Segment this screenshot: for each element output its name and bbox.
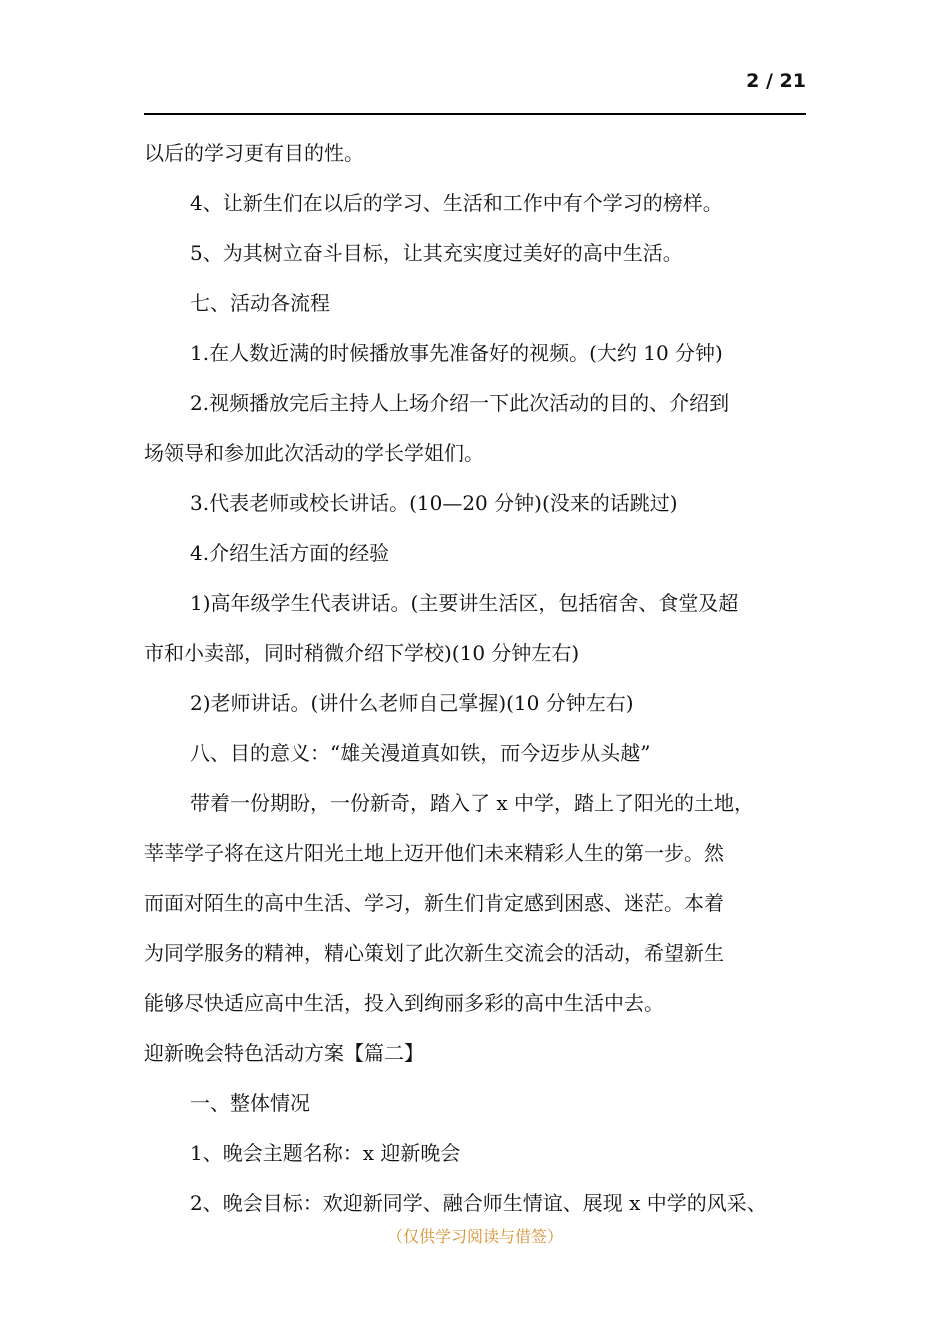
- text-line: 3.代表老师或校长讲话。(10—20 分钟)(没来的话跳过): [190, 491, 678, 515]
- text-line: 2)老师讲话。(讲什么老师自己掌握)(10 分钟左右): [190, 691, 634, 715]
- text-line: 七、活动各流程: [190, 291, 330, 315]
- text-line: 2.视频播放完后主持人上场介绍一下此次活动的目的、介绍到: [190, 391, 730, 415]
- document-body: [144, 128, 806, 1228]
- text-line: 带着一份期盼，一份新奇，踏入了 x 中学，踏上了阳光的土地，: [190, 791, 754, 815]
- text-line: 4.介绍生活方面的经验: [190, 541, 390, 565]
- text-line: 1、晚会主题名称：x 迎新晚会: [190, 1141, 461, 1165]
- text-line: 4、让新生们在以后的学习、生活和工作中有个学习的榜样。: [190, 191, 723, 215]
- text-line: 以后的学习更有目的性。: [144, 141, 364, 165]
- text-line: 八、目的意义：“雄关漫道真如铁，而今迈步从头越”: [190, 741, 651, 765]
- text-line: 市和小卖部，同时稍微介绍下学校)(10 分钟左右): [144, 641, 580, 665]
- text-line: 能够尽快适应高中生活，投入到绚丽多彩的高中生活中去。: [144, 991, 664, 1015]
- text-line: 一、整体情况: [190, 1091, 310, 1115]
- text-line: 2、晚会目标：欢迎新同学、融合师生情谊、展现 x 中学的风采、: [190, 1191, 767, 1215]
- text-line: 迎新晚会特色活动方案【篇二】: [144, 1041, 424, 1065]
- text-line: 为同学服务的精神，精心策划了此次新生交流会的活动，希望新生: [144, 941, 724, 965]
- footer-notice: （仅供学习阅读与借签）: [386, 1227, 563, 1246]
- text-line: 莘莘学子将在这片阳光土地上迈开他们未来精彩人生的第一步。然: [144, 841, 724, 865]
- text-line: 而面对陌生的高中生活、学习，新生们肯定感到困惑、迷茫。本着: [144, 891, 724, 915]
- text-line: 5、为其树立奋斗目标，让其充实度过美好的高中生活。: [190, 241, 683, 265]
- header-divider: [144, 113, 806, 115]
- text-line: 1)高年级学生代表讲话。(主要讲生活区，包括宿舍、食堂及超: [190, 591, 739, 615]
- text-line: 场领导和参加此次活动的学长学姐们。: [144, 441, 484, 465]
- text-line: 1.在人数近满的时候播放事先准备好的视频。(大约 10 分钟): [190, 341, 723, 365]
- page-number: 2 / 21: [746, 70, 806, 92]
